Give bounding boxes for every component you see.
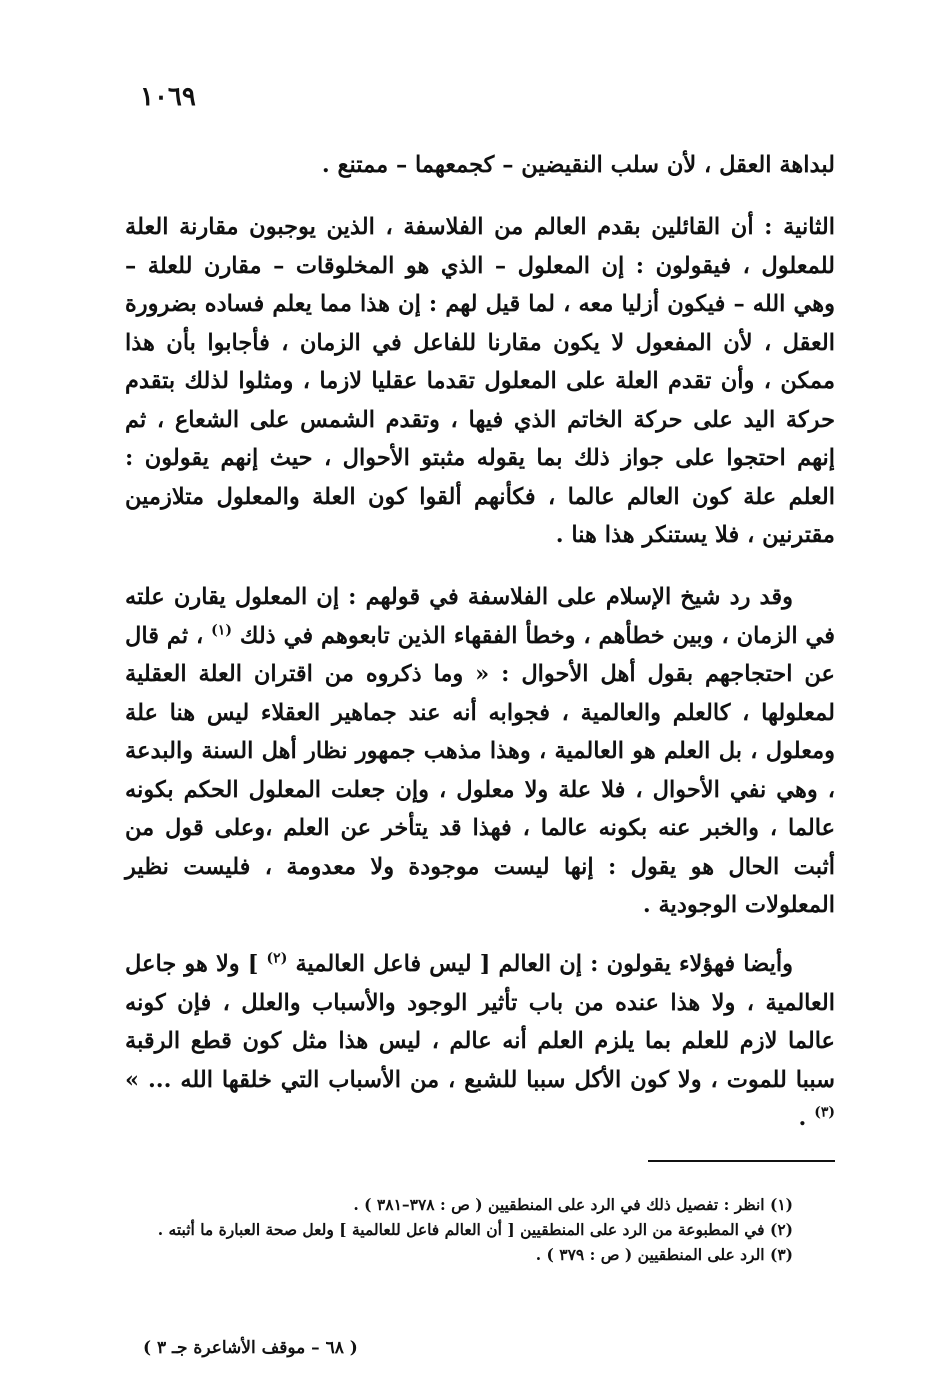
paragraph-second-point (125, 208, 835, 555)
paragraph-refutation-text-a: وقد رد شيخ الإسلام على الفلاسفة في قولهم : إن المعلول يقارن علته في الزمان ، وبين خطأهم ، وخطأ الفقهاء الذين تابعوهم في ذلك (125, 584, 835, 649)
footnote-ref-1[interactable]: (١) (211, 622, 232, 638)
intro-text: لبداهة العقل ، لأن سلب النقيضين – كجمعهما – ممتنع . (321, 152, 835, 178)
footnotes (125, 1192, 793, 1267)
footnote-divider (648, 1160, 835, 1162)
paragraph-also (125, 945, 835, 1138)
paragraph-also-text-a: وأيضا فهؤلاء يقولون : إن العالم [ ليس فاعل العالمية (295, 951, 793, 977)
footnote-1: (١) انظر : تفصيل ذلك في الرد على المنطقيين ( ص : ٣٧٨–٣٨١ ) . (353, 1195, 793, 1214)
paragraph-second-point-body (125, 208, 835, 555)
paragraph-also-text-end: . (798, 1105, 807, 1131)
footnote-ref-3[interactable]: (٣) (814, 1104, 835, 1121)
paragraph-refutation-body (125, 578, 835, 925)
paragraph-second-point-text: : أن القائلين بقدم العالم من الفلاسفة ، الذين يوجبون مقارنة العلة للمعلول ، فيقولون : إن المعلول – الذي هو المخلوقات – مقارن للعلة – وهي الله – فيكون أزليا معه ، لما قيل لهم : إن هذا مما يعلم فساده بضرورة العقل ، لأن المفعول لا يكون مقارنا للفاعل في الزمان ، فأجابوا بأن هذا ممكن ، وأن تقدم العلة على المعلول تقدما عقليا لازما ، ومثلوا لذلك بتقدم حركة اليد على حركة الخاتم الذي فيها ، وتقدم الشمس على الشعاع ، ثم إنهم احتجوا على جواز ذلك بما يقوله مثبتو الأحوال ، حيث إنهم يقولون : العلم علة كون العالم عالما ، فكأنهم ألقوا كون العلة والمعلول متلازمين مقترنين ، فلا يستنكر هذا هنا . (125, 214, 835, 548)
intro-line (125, 146, 835, 185)
footnote-2: (٢) في المطبوعة من الرد على المنطقيين [ أن العالم فاعل للعالمية ] ولعل صحة العبارة ما أثبته . (157, 1220, 793, 1239)
printer-signature: ( ٦٨ – موقف الأشاعرة جـ ٣ ) (143, 1338, 358, 1358)
page-number: ١٠٦٩ (140, 82, 196, 112)
footnote-ref-2[interactable]: (٢) (266, 950, 288, 967)
paragraph-also-text-b: ] ولا هو جاعل العالمية ، ولا هذا عنده من باب تأثير الوجود والأسباب والعلل ، فإن كونه عالما لازم للعلم بما يلزم العلم أنه عالم ، ليس هذا مثل كون قطع الرقبة سببا للموت ، ولا كون الأكل سببا للشبع ، من الأسباب التي خلقها الله ... » (125, 951, 835, 1093)
paragraph-refutation-text-b: ، ثم قال عن احتجاجهم بقول أهل الأحوال : « وما ذكروه من اقتران العلة العقلية لمعلولها ، كالعلم والعالمية ، فجوابه أنه عند جماهير العقلاء ليس هنا علة ومعلول ، بل العلم هو العالمية ، وهذا مذهب جمهور نظار أهل السنة والبدعة ، وهي نفي الأحوال ، فلا علة ولا معلول ، وإن جعلت المعلول الحكم بكونه عالما ، والخبر عنه بكونه عالما ، فهذا قد يتأخر عن العلم ،وعلى قول من أثبت الحال هو يقول : إنها ليست موجودة ولا معدومة ، فليست نظير المعلولات الوجودية . (125, 622, 835, 918)
paragraph-lead-word: الثانية (783, 214, 835, 240)
paragraph-refutation (125, 578, 835, 925)
footnote-3: (٣) الرد على المنطقيين ( ص : ٣٧٩ ) . (535, 1245, 793, 1264)
paragraph-also-body (125, 945, 835, 1138)
